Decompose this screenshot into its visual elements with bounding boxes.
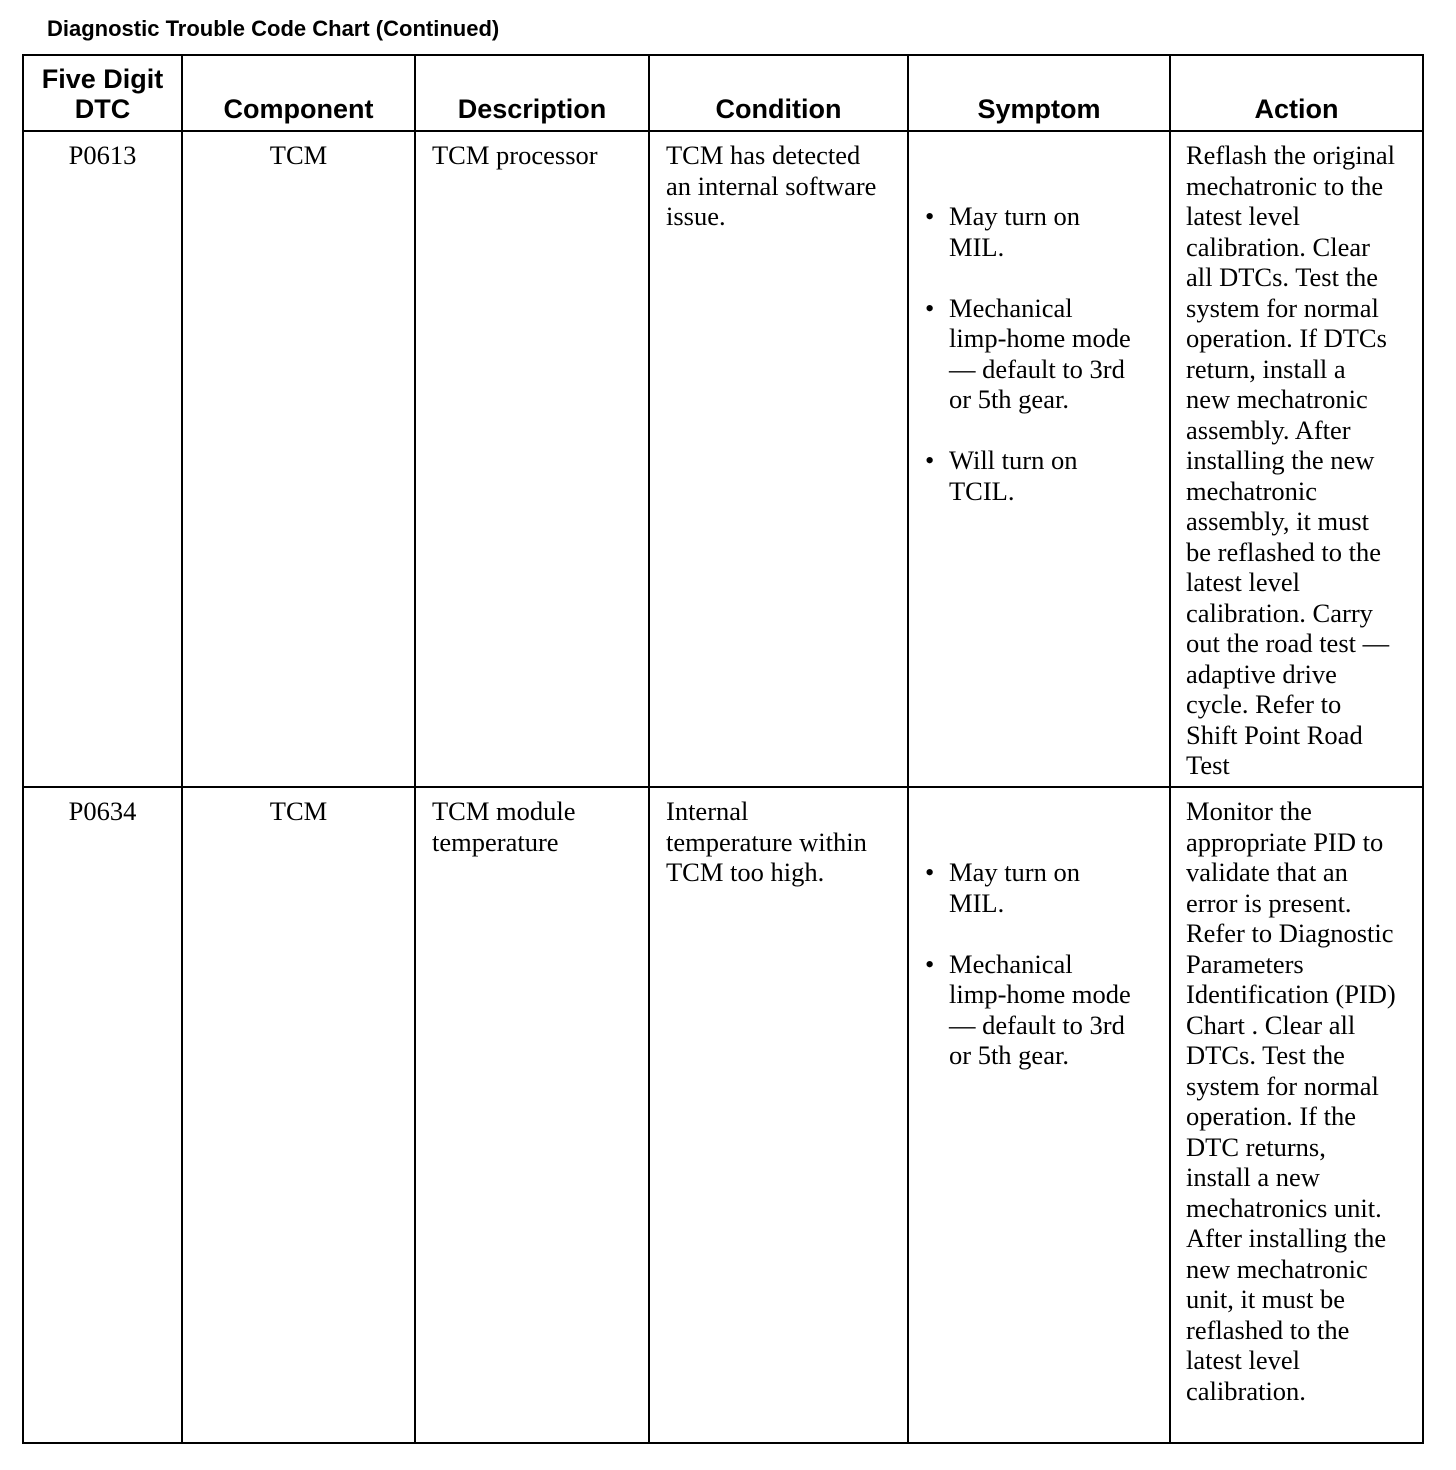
symptom-text: Mechanical limp-home mode — default to 3rd or 5th gear. <box>949 292 1131 414</box>
description-cell: TCM processor <box>415 131 649 787</box>
action-cell: Monitor the appropriate PID to validate that an error is present. Refer to Diagnostic Parameters Identification (PID) Chart . Clear all DTCs. Test the system for normal operation. If the DTC returns, install a new mechatronics unit. After installing the new mechatronic unit, it must be reflashed to the latest level calibration. <box>1170 787 1423 1443</box>
symptom-text: May turn on MIL. <box>949 857 1081 918</box>
symptom-item <box>923 857 1163 918</box>
bullet-icon: • <box>925 948 935 979</box>
header-symptom: Symptom <box>908 55 1170 131</box>
component-cell: TCM <box>182 787 415 1443</box>
symptom-item <box>923 949 1163 1071</box>
dtc-code: P0613 <box>23 131 182 787</box>
bullet-icon: • <box>925 201 935 231</box>
symptom-list <box>923 827 1163 1102</box>
header-five-digit-dtc: Five Digit DTC <box>23 55 182 131</box>
table-row <box>23 131 1423 787</box>
header-component: Component <box>182 55 415 131</box>
symptom-list <box>923 171 1163 537</box>
symptom-item <box>923 293 1163 415</box>
header-action: Action <box>1170 55 1423 131</box>
symptom-text: May turn on MIL. <box>949 201 1081 262</box>
page-title: Diagnostic Trouble Code Chart (Continued) <box>47 16 500 41</box>
symptom-cell <box>908 787 1170 1443</box>
symptom-text: Will turn on TCIL. <box>949 445 1078 506</box>
dtc-chart-table <box>22 54 1424 1444</box>
description-cell: TCM module temperature <box>415 787 649 1443</box>
bullet-icon: • <box>925 857 935 887</box>
dtc-code: P0634 <box>23 787 182 1443</box>
symptom-text: Mechanical limp-home mode — default to 3rd or 5th gear. <box>949 948 1131 1070</box>
component-cell: TCM <box>182 131 415 787</box>
table-header-row <box>23 55 1423 131</box>
symptom-item <box>923 201 1163 262</box>
action-cell: Reflash the original mechatronic to the latest level calibration. Clear all DTCs. Test the system for normal operation. If DTCs return, install a new mechatronic assembly. After installing the new mechatronic assembly, it must be reflashed to the latest level calibration. Carry out the road test — adaptive drive cycle. Refer to Shift Point Road Test <box>1170 131 1423 787</box>
bullet-icon: • <box>925 445 935 475</box>
symptom-cell <box>908 131 1170 787</box>
bullet-icon: • <box>925 292 935 323</box>
header-description: Description <box>415 55 649 131</box>
symptom-item <box>923 445 1163 506</box>
table-row <box>23 787 1423 1443</box>
condition-cell: Internal temperature within TCM too high. <box>649 787 908 1443</box>
header-condition: Condition <box>649 55 908 131</box>
condition-cell: TCM has detected an internal software issue. <box>649 131 908 787</box>
